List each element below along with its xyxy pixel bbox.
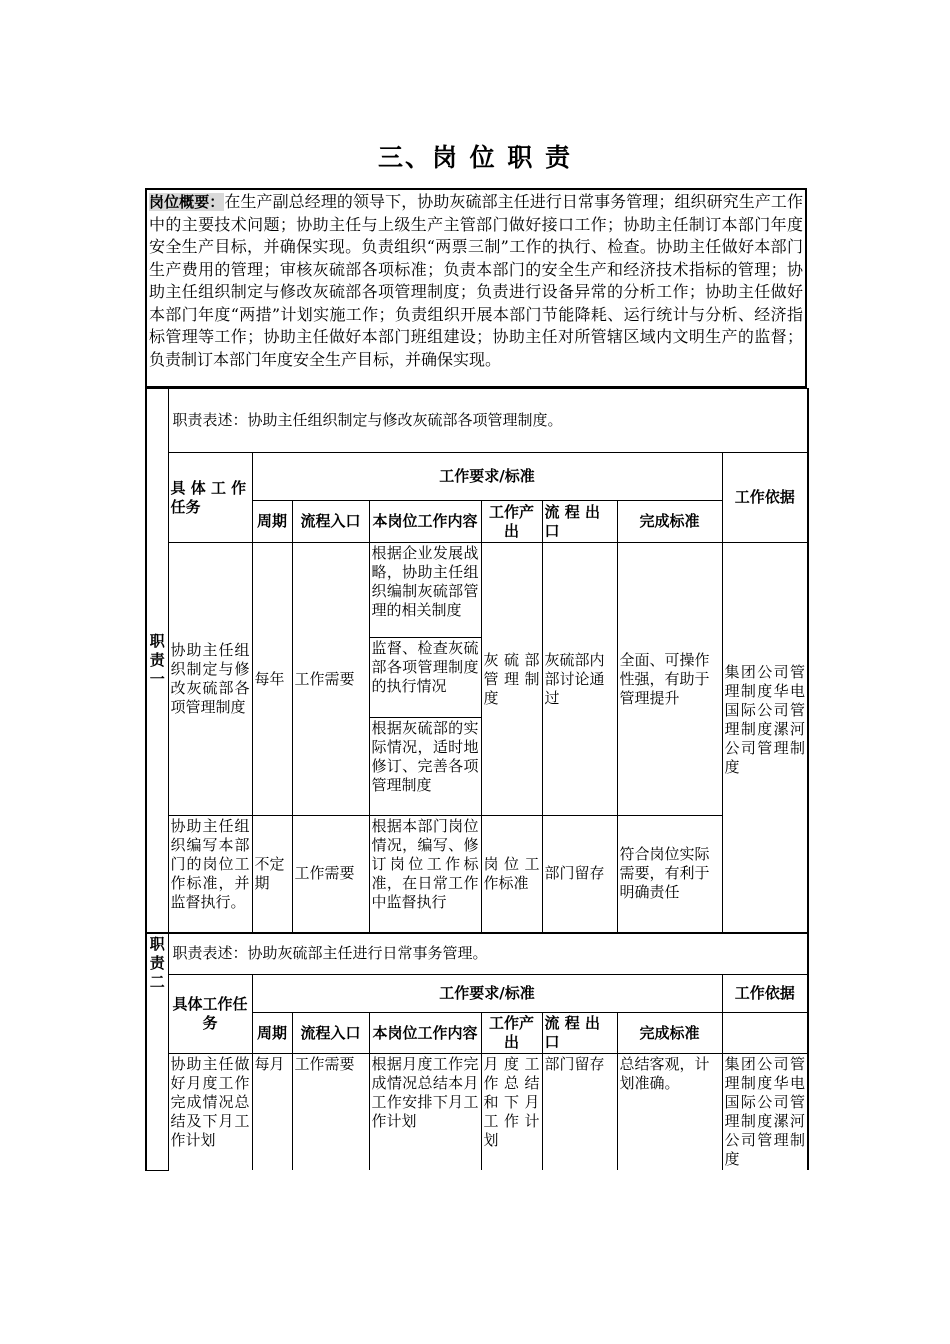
duty1-label: 职责一 (146, 389, 168, 933)
header-basis-2-empty (722, 1013, 808, 1054)
page-title: 三、岗 位 职 责 (377, 143, 573, 172)
duty1-standard-2: 符合岗位实际需要，有利于明确责任 (617, 816, 722, 933)
duty1-content-1b: 监督、检查灰硫部各项管理制度的执行情况 (369, 638, 481, 718)
header-content: 本岗位工作内容 (369, 501, 481, 543)
header-entry-2: 流程入口 (292, 1013, 369, 1054)
overview-text: 在生产副总经理的领导下，协助灰硫部主任进行日常事务管理；组织研究生产工作中的主要技术问题；协助主任与上级生产主管部门做好接口工作；协助主任制订本部门年度安全生产目标，并确保实现。负责组织“两票三制”工作的执行、检查。协助主任做好本部门生产费用的管理；审核灰硫部各项标准；负责本部门的安全生产和经济技术指标的管理；协助主任组织制定与修改灰硫部各项管理制度；负责进行设备异常的分析工作；协助主任做好本部门年度“两措”计划实施工作；负责组织开展本部门节能降耗、运行统计与分析、经济指标管理等工作；协助主任做好本部门班组建设；协助主任对所管辖区域内文明生产的监督；负责制订本部门年度安全生产目标，并确保实现。 (149, 192, 803, 369)
header-cycle-2: 周期 (252, 1013, 292, 1054)
duty1-description: 职责表述：协助主任组织制定与修改灰硫部各项管理制度。 (168, 389, 808, 453)
duty1-content-1a: 根据企业发展战略，协助主任组织编制灰硫部管理的相关制度 (369, 543, 481, 638)
header-standard-2: 完成标准 (617, 1013, 722, 1054)
duty1-task-1: 协助主任组织制定与修改灰硫部各项管理制度 (168, 543, 252, 816)
header-exit: 流 程 出口 (542, 501, 617, 543)
duty1-entry-1: 工作需要 (292, 543, 369, 816)
header-exit-2: 流 程 出口 (542, 1013, 617, 1054)
overview-label: 岗位概要： (149, 193, 225, 211)
duty2-label: 职责二 (146, 933, 168, 1171)
header-requirements: 工作要求/标准 (252, 453, 722, 501)
duty2-standard: 总结客观，计划准确。 (617, 1054, 722, 1171)
header-basis: 工作依据 (722, 453, 808, 543)
duty1-content-1c: 根据灰硫部的实际情况，适时地修订、完善各项管理制度 (369, 718, 481, 816)
header-output-2: 工作产出 (481, 1013, 542, 1054)
duty2-exit: 部门留存 (542, 1054, 617, 1171)
duty2-content: 根据月度工作完成情况总结本月工作安排下月工作计划 (369, 1054, 481, 1171)
duty-table (145, 388, 809, 1171)
duty2-output: 月度工作总结和下月工作计划 (481, 1054, 542, 1171)
duty1-entry-2: 工作需要 (292, 816, 369, 933)
header-basis-2: 工作依据 (722, 975, 808, 1013)
duty2-entry: 工作需要 (292, 1054, 369, 1171)
duty1-task-2: 协助主任组织编写本部门的岗位工作标准，并监督执行。 (168, 816, 252, 933)
duty1-exit-2: 部门留存 (542, 816, 617, 933)
duty1-output-1: 灰硫部管理制度 (481, 543, 542, 816)
header-standard: 完成标准 (617, 501, 722, 543)
duty1-cycle-1: 每年 (252, 543, 292, 816)
duty2-basis: 集团公司管理制度华电国际公司管理制度漯河公司管理制度 (722, 1054, 808, 1171)
duty1-content-2: 根据本部门岗位情况，编写、修订岗位工作标准，在日常工作中监督执行 (369, 816, 481, 933)
header-entry: 流程入口 (292, 501, 369, 543)
header-task-2: 具体工作任务 (168, 975, 252, 1054)
header-requirements-2: 工作要求/标准 (252, 975, 722, 1013)
header-task: 具 体 工 作任务 (168, 453, 252, 543)
duty1-exit-1: 灰硫部内部讨论通过 (542, 543, 617, 816)
duty1-standard-1: 全面、可操作性强，有助于管理提升 (617, 543, 722, 816)
duty1-cycle-2: 不定期 (252, 816, 292, 933)
duty2-cycle: 每月 (252, 1054, 292, 1171)
duty1-basis: 集团公司管理制度华电国际公司管理制度漯河公司管理制度 (722, 543, 808, 933)
duty2-task: 协助主任做好月度工作完成情况总结及下月工作计划 (168, 1054, 252, 1171)
duty2-description: 职责表述：协助灰硫部主任进行日常事务管理。 (168, 933, 808, 975)
header-content-2: 本岗位工作内容 (369, 1013, 481, 1054)
header-output: 工作产出 (481, 501, 542, 543)
duty1-output-2: 岗位工作标准 (481, 816, 542, 933)
header-cycle: 周期 (252, 501, 292, 543)
position-overview (145, 188, 807, 388)
